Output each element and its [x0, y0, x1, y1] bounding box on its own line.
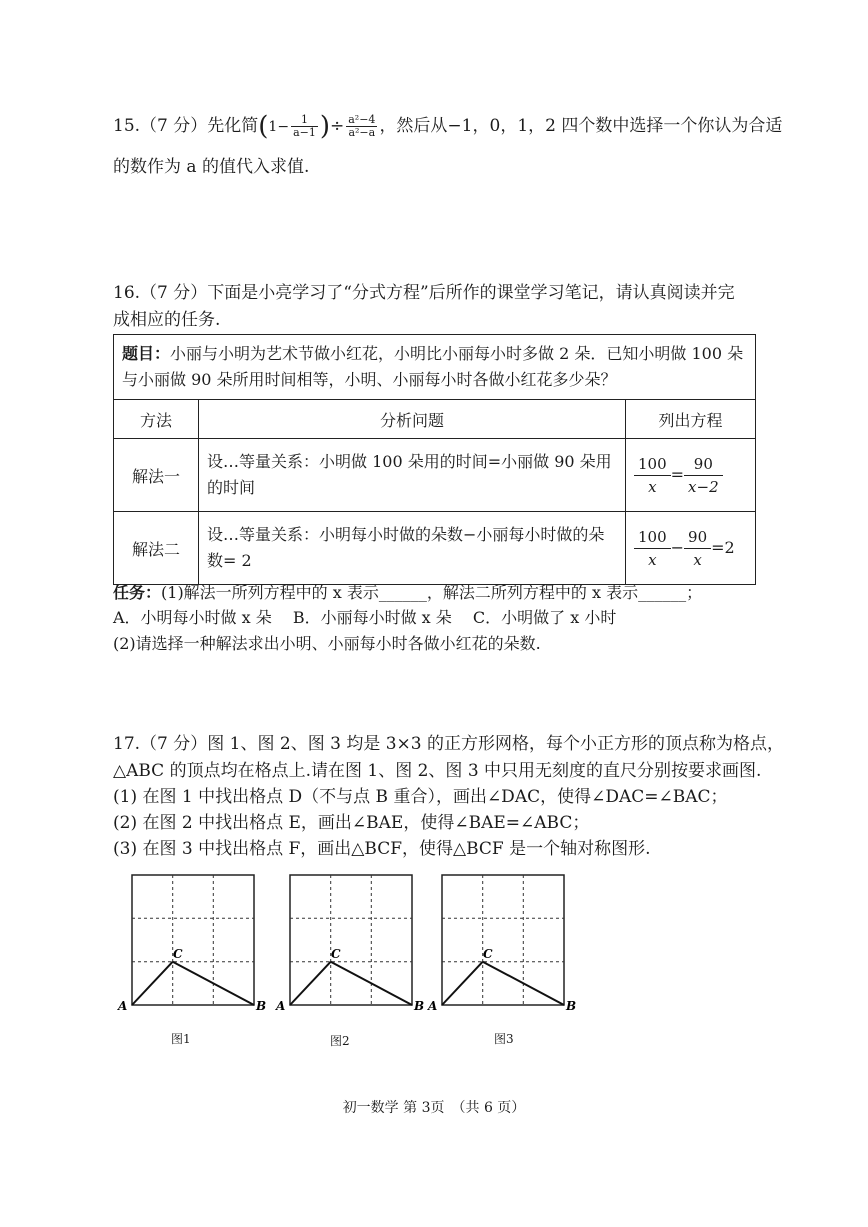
point-c-label: C: [483, 947, 493, 961]
point-b-label: B: [256, 999, 267, 1013]
eq2-den-a: x: [648, 550, 657, 569]
task-label: 任务：: [113, 583, 162, 602]
grid-figure-1: [115, 865, 275, 1015]
grid-figure-2: [273, 865, 433, 1015]
point-a-label: A: [276, 999, 286, 1013]
eq2-num-a: 100: [634, 526, 671, 549]
q15-suffix: ，然后从−1，0，1，2 四个数中选择一个你认为合适: [379, 116, 783, 136]
q15-prefix: 15.（7 分）先化简: [113, 116, 259, 136]
eq2-frac-a: [634, 526, 671, 571]
q17-line1: 17.（7 分）图 1、图 2、图 3 均是 3×3 的正方形网格，每个小正方形的顶点称为格点，: [113, 734, 785, 754]
eq2-den-b: x: [693, 550, 702, 569]
left-paren: (: [258, 111, 269, 142]
figure-3-caption: 图3: [494, 1032, 514, 1046]
page-footer: 初一数学 第 3页 （共 6 页）: [342, 1100, 526, 1116]
point-a-label: A: [118, 999, 128, 1013]
segment-ac: [290, 962, 331, 1005]
segment-ac: [442, 962, 483, 1005]
q17-line3: (1) 在图 1 中找出格点 D（不与点 B 重合），画出∠DAC，使得∠DAC=∠BAC；: [113, 787, 728, 807]
title-label: 题目：: [122, 344, 171, 363]
title-cell: [114, 335, 756, 400]
eq1-num-a: 100: [634, 453, 671, 476]
segment-cb: [483, 962, 564, 1005]
method-2: 解法二: [114, 512, 199, 585]
q15-frac2-num: a²−4: [348, 113, 376, 126]
segment-cb: [331, 962, 412, 1005]
q15-line1: [113, 111, 783, 142]
q17-line5: (3) 在图 3 中找出格点 F，画出△BCF，使得△BCF 是一个轴对称图形.: [113, 839, 651, 859]
q15-frac1-den: a−1: [293, 126, 316, 139]
header-method: 方法: [114, 400, 199, 439]
study-notes-table: [113, 334, 756, 585]
task-line2: (2)请选择一种解法求出小明、小丽每小时各做小红花的朵数.: [113, 634, 541, 653]
eq1-frac-a: [634, 453, 671, 498]
table-row-title: [114, 335, 756, 400]
eq2-mid: −: [670, 537, 685, 557]
figure-1-caption: 图1: [171, 1032, 191, 1046]
table-row-method-2: [114, 512, 756, 585]
q15-frac2-den: a²−a: [348, 126, 376, 139]
point-b-label: B: [414, 999, 425, 1013]
point-b-label: B: [566, 999, 577, 1013]
eq2-num-b: 90: [684, 526, 711, 549]
q15-one: 1−: [268, 119, 290, 135]
q16-line2: 成相应的任务.: [113, 310, 221, 330]
eq2-frac-b: [684, 526, 711, 571]
header-analysis: 分析问题: [199, 400, 626, 439]
analysis-2: 设…等量关系：小明每小时做的朵数−小丽每小时做的朵数= 2: [199, 512, 626, 585]
q17-line2: △ABC 的顶点均在格点上.请在图 1、图 2、图 3 中只用无刻度的直尺分别按要求画图.: [113, 761, 762, 781]
equation-2: [626, 512, 756, 585]
q15-fraction-1: [291, 114, 318, 139]
analysis-1: 设…等量关系：小明做 100 朵用的时间=小丽做 90 朵用的时间: [199, 439, 626, 512]
task-options: A．小明每小时做 x 朵 B．小丽每小时做 x 朵 C．小明做了 x 小时: [113, 608, 617, 627]
point-c-label: C: [173, 947, 183, 961]
point-c-label: C: [331, 947, 341, 961]
eq1-mid: =: [670, 464, 685, 484]
eq1-den-b: x−2: [688, 477, 719, 496]
q15-fraction-2: [346, 114, 377, 139]
q15-line2: 的数作为 a 的值代入求值.: [113, 157, 310, 177]
q16-line1: 16.（7 分）下面是小亮学习了“分式方程”后所作的课堂学习笔记，请认真阅读并完: [113, 283, 735, 303]
grid-figure-3: [425, 865, 585, 1015]
header-equation: 列出方程: [626, 400, 756, 439]
segment-ac: [132, 962, 173, 1005]
right-paren: ): [319, 111, 330, 142]
task-line1: [113, 582, 702, 604]
equation-1: [626, 439, 756, 512]
segment-cb: [173, 962, 254, 1005]
q15-frac1-num: 1: [291, 114, 318, 127]
title-text: 小丽与小明为艺术节做小红花，小明比小丽每小时多做 2 朵．已知小明做 100 朵与小丽做 90 朵所用时间相等，小明、小丽每小时各做小红花多少朵？: [122, 344, 744, 389]
eq1-frac-b: [684, 453, 723, 498]
eq1-num-b: 90: [684, 453, 723, 476]
eq2-end: =2: [711, 537, 735, 557]
eq1-den-a: x: [648, 477, 657, 496]
q17-line4: (2) 在图 2 中找出格点 E，画出∠BAE，使得∠BAE=∠ABC；: [113, 813, 590, 833]
figure-2-caption: 图2: [330, 1034, 350, 1048]
point-a-label: A: [428, 999, 438, 1013]
table-row-method-1: [114, 439, 756, 512]
q15-div: ÷: [330, 116, 345, 136]
task-1: (1)解法一所列方程中的 x 表示______，解法二所列方程中的 x 表示______；: [161, 583, 703, 602]
method-1: 解法一: [114, 439, 199, 512]
table-row-header: [114, 400, 756, 439]
